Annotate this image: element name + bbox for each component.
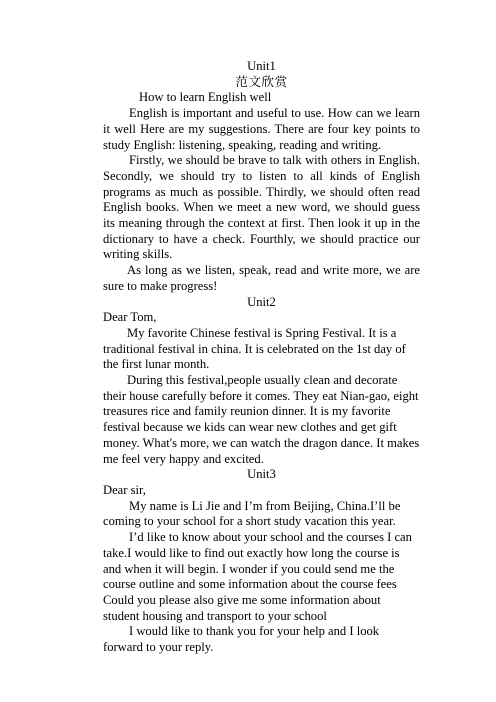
unit2-section	[103, 295, 420, 468]
unit1-paragraph-3: As long as we listen, speak, read and write more, we are sure to make progress!	[103, 263, 420, 293]
unit3-section	[103, 467, 420, 655]
unit2-paragraph-1: My favorite Chinese festival is Spring Festival. It is a traditional festival in china. It is celebrated on the 1st day of the first lunar month.	[103, 325, 406, 372]
unit1-heading: Unit1	[247, 59, 276, 73]
unit3-greeting: Dear sir,	[103, 482, 146, 497]
unit1-paragraph-2: Firstly, we should be brave to talk with others in English. Secondly, we should try to listen to all kinds of English programs as much as possible. Thirdly, we should often read English books. When we meet a new word, we should guess its meaning through the context at first. Then look it up in the dictionary to have a check. Fourthly, we should practice our writing skills.	[103, 153, 420, 262]
essay-title: How to learn English well	[139, 90, 272, 105]
unit3-paragraph-2: I’d like to know about your school and the courses I can take.I would like to find out exactly how long the course is and when it will begin. I wonder if you could send me the course outline and some information about the course fees Could you please also give me some information about student housing and transport to your school	[103, 530, 412, 623]
unit1-paragraph-1: English is important and useful to use. How can we learn it well Here are my suggestions. There are four key points to study English: listening, speaking, reading and writing.	[103, 106, 420, 152]
unit1-subheading: 范文欣赏	[235, 74, 288, 89]
document-body	[103, 59, 420, 656]
unit3-paragraph-3: I would like to thank you for your help and I look forward to your reply.	[103, 624, 380, 655]
unit1-section	[103, 59, 420, 295]
unit2-paragraph-2: During this festival,people usually clean and decorate their house carefully before it comes. They eat Nian-gao, eight treasures rice and family reunion dinner. It is my favorite festival because we kids can wear new clothes and get gift money. What's more, we can watch the dragon dance. It makes me feel very happy and excited.	[103, 373, 420, 466]
unit2-greeting: Dear Tom,	[103, 310, 157, 325]
unit3-heading: Unit3	[247, 467, 276, 482]
unit3-paragraph-1: My name is Li Jie and I’m from Beijing, China.I’ll be coming to your school for a short study vacation this year.	[103, 498, 401, 529]
unit2-heading: Unit2	[247, 294, 276, 309]
